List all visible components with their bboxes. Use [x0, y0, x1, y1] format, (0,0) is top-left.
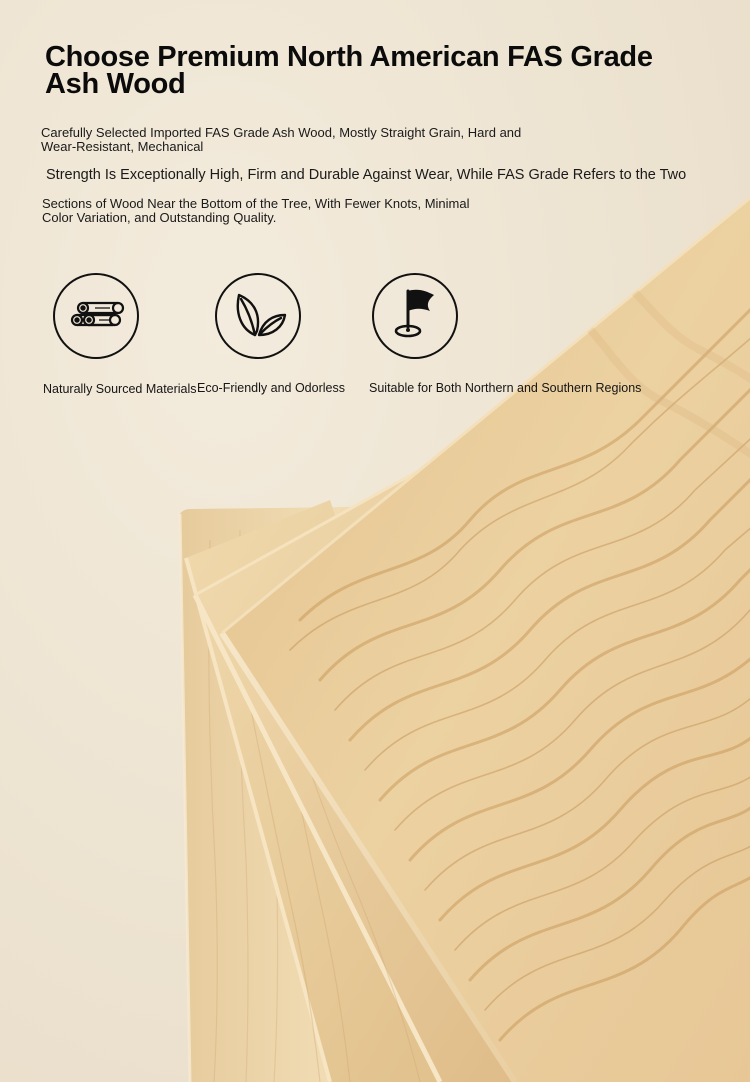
feature-label-natural: Naturally Sourced Materials [43, 382, 197, 396]
leaf-icon [215, 273, 301, 359]
feature-label-eco: Eco-Friendly and Odorless [197, 381, 345, 395]
page-title: Choose Premium North American FAS Grade Ash Wood [45, 41, 653, 100]
flag-icon [372, 273, 458, 359]
description-line-1: Carefully Selected Imported FAS Grade Ash Wood, Mostly Straight Grain, Hard and Wear-Resistant, Mechanical [41, 125, 522, 154]
logs-icon [53, 273, 139, 359]
description-line-3: Sections of Wood Near the Bottom of the Tree, With Fewer Knots, Minimal Color Variation, and Outstanding Quality. [42, 196, 470, 225]
description-line-2: Strength Is Exceptionally High, Firm and Durable Against Wear, While FAS Grade Refers to the Two [46, 167, 687, 183]
feature-label-regions: Suitable for Both Northern and Southern Regions [369, 381, 642, 395]
